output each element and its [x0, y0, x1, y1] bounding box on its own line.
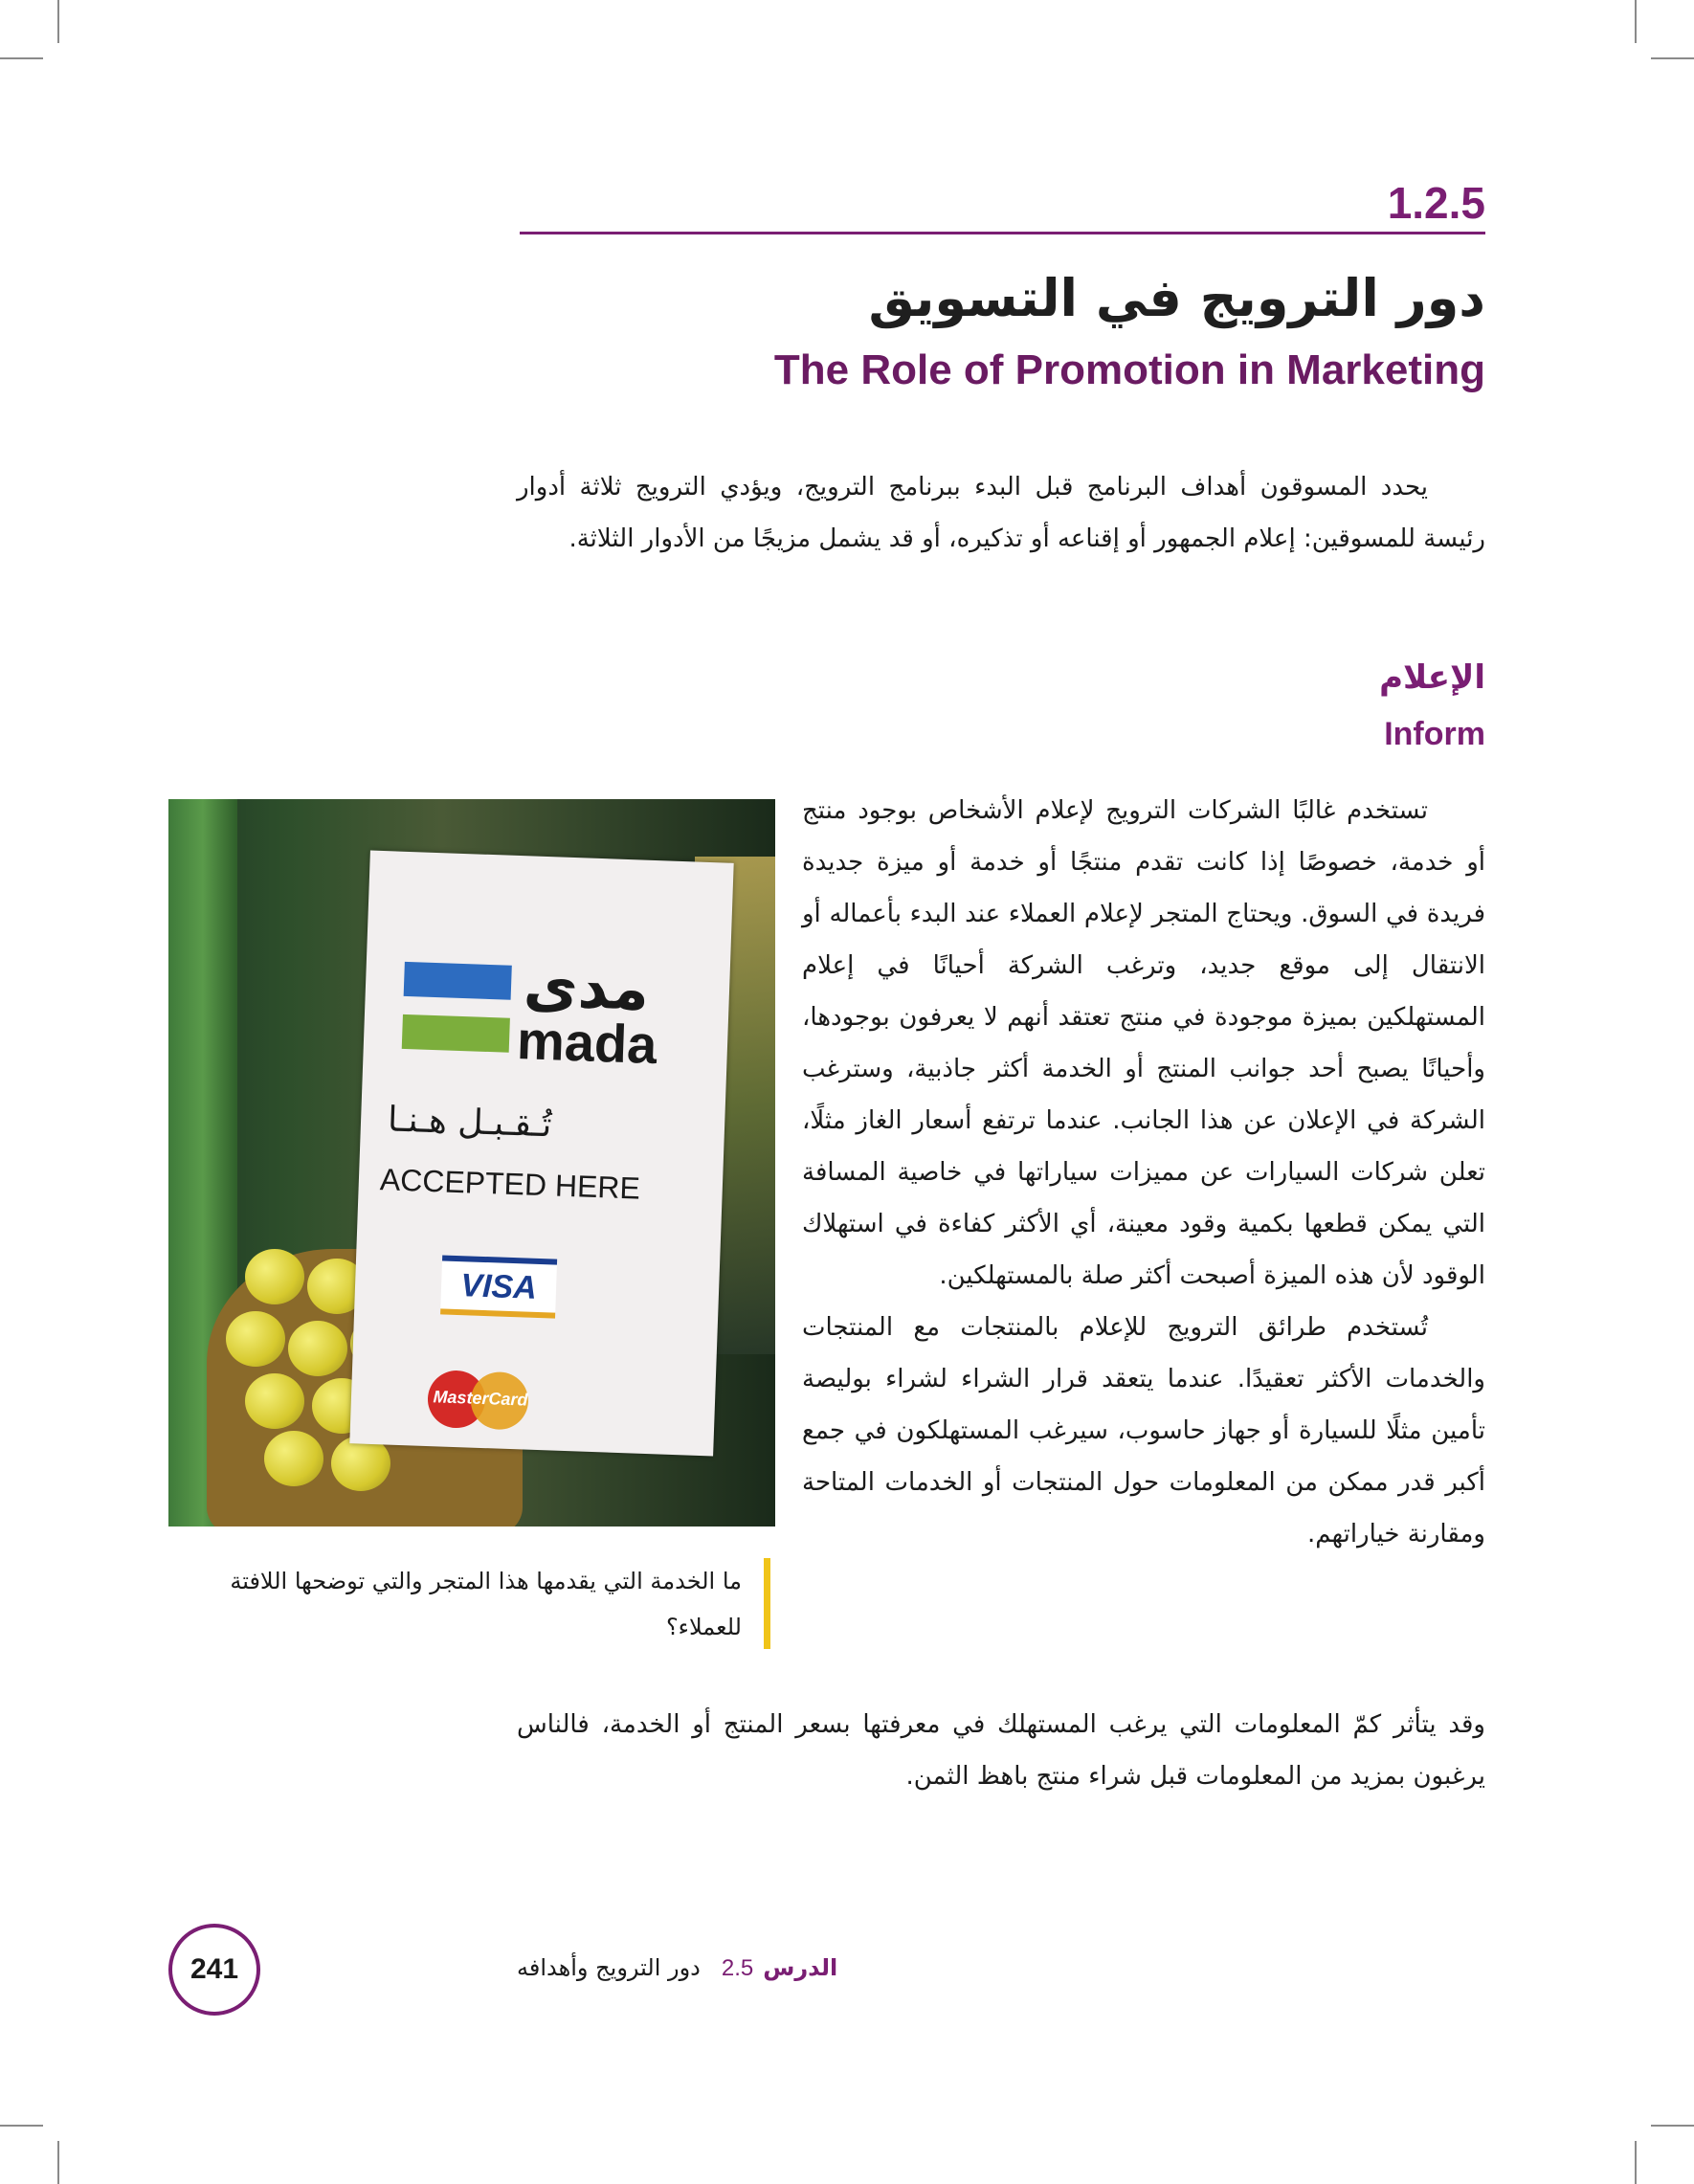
lesson-number: 2.5	[721, 1955, 754, 1981]
crop-mark	[0, 57, 43, 59]
subsection-title-english: Inform	[1384, 716, 1485, 752]
footer-lesson	[517, 1954, 837, 1982]
visa-logo: VISA	[440, 1255, 557, 1318]
accepted-here-english: ACCEPTED HERE	[379, 1162, 641, 1206]
lemon	[226, 1311, 285, 1367]
photo-caption: ما الخدمة التي يقدمها هذا المتجر والتي توضحها اللافتة للعملاء؟	[230, 1568, 742, 1640]
accepted-here-arabic: تُـقـبـل هـنـا	[387, 1100, 553, 1146]
lemon	[245, 1373, 304, 1429]
body-paragraph-2: تُستخدم طرائق الترويج للإعلام بالمنتجات مع المنتجات والخدمات الأكثر تعقيدًا. عندما يتعقد قرار الشراء لشراء بوليصة تأمين مثلًا للسيارة أو جهاز حاسوب، سيرغب المستهلكون في جمع أكبر قدر ممكن من المعلومات حول المنتجات أو الخدمات المتاحة ومقارنة خياراتهم.	[802, 1313, 1485, 1549]
lemon	[245, 1249, 304, 1304]
crop-mark	[1635, 2141, 1637, 2184]
mada-logo-arabic: مدى	[522, 949, 651, 1024]
body-column	[802, 785, 1485, 1560]
crop-mark	[57, 2141, 59, 2184]
mastercard-label: MasterCard	[433, 1387, 528, 1410]
lesson-label: الدرس	[763, 1954, 838, 1981]
body-full-width	[517, 1699, 1485, 1802]
intro-text: يحدد المسوقون أهداف البرنامج قبل البدء ببرنامج الترويج، ويؤدي الترويج ثلاثة أدوار رئيسة للمسوقين: إعلام الجمهور أو إقناعه أو تذكيره، أو قد يشمل مزيجًا من الأدوار الثلاثة.	[517, 473, 1485, 553]
lemon	[264, 1431, 323, 1486]
body-paragraph-3: وقد يتأثر كمّ المعلومات التي يرغب المستهلك في معرفتها بسعر المنتج أو الخدمة، فالناس يرغبون بمزيد من المعلومات قبل شراء منتج باهظ الثمن.	[517, 1710, 1485, 1791]
mada-logo-english: mada	[516, 1010, 658, 1076]
section-divider	[520, 232, 1485, 234]
subsection-title-arabic: الإعلام	[1379, 658, 1485, 697]
crop-mark	[1635, 0, 1637, 43]
page-number: 241	[168, 1924, 260, 2016]
crop-mark	[57, 0, 59, 43]
mada-logo-green-bar	[402, 1014, 510, 1053]
lesson-title: دور الترويج وأهدافه	[517, 1954, 701, 1981]
caption-accent-bar	[764, 1558, 770, 1649]
body-paragraph-1: تستخدم غالبًا الشركات الترويج لإعلام الأشخاص بوجود منتج أو خدمة، خصوصًا إذا كانت تقدم منتجًا أو خدمة أو ميزة جديدة فريدة في السوق. ويحتاج المتجر لإعلام العملاء عند البدء بأعماله أو الانتقال إلى موقع جديد، وترغب الشركة أحيانًا في إعلام المستهلكين بميزة موجودة في منتج تعتقد أنهم لا يعرفون بوجودها، وأحيانًا يصبح أحد جوانب المنتج أو الخدمة أكثر جاذبية، وسترغب الشركة في الإعلان عن هذا الجانب. عندما ترتفع أسعار الغاز مثلًا، تعلن شركات السيارات عن مميزات سياراتها في خاصية المسافة التي يمكن قطعها بكمية وقود معينة، أي الأكثر كفاءة في استهلاك الوقود لأن هذه الميزة أصبحت أكثر صلة بالمستهلكين.	[802, 796, 1485, 1290]
section-number: 1.2.5	[1387, 178, 1485, 228]
page-title-arabic: دور الترويج في التسويق	[868, 268, 1485, 328]
mastercard-logo	[427, 1370, 534, 1431]
crop-mark	[0, 2125, 43, 2127]
payment-sign	[349, 851, 733, 1457]
page-title-english: The Role of Promotion in Marketing	[773, 346, 1485, 393]
crop-mark	[1651, 57, 1694, 59]
mada-logo-blue-bar	[404, 962, 512, 1000]
store-window-photo	[168, 799, 775, 1527]
lemon	[288, 1321, 347, 1376]
intro-paragraph	[517, 461, 1485, 565]
crop-mark	[1651, 2125, 1694, 2127]
